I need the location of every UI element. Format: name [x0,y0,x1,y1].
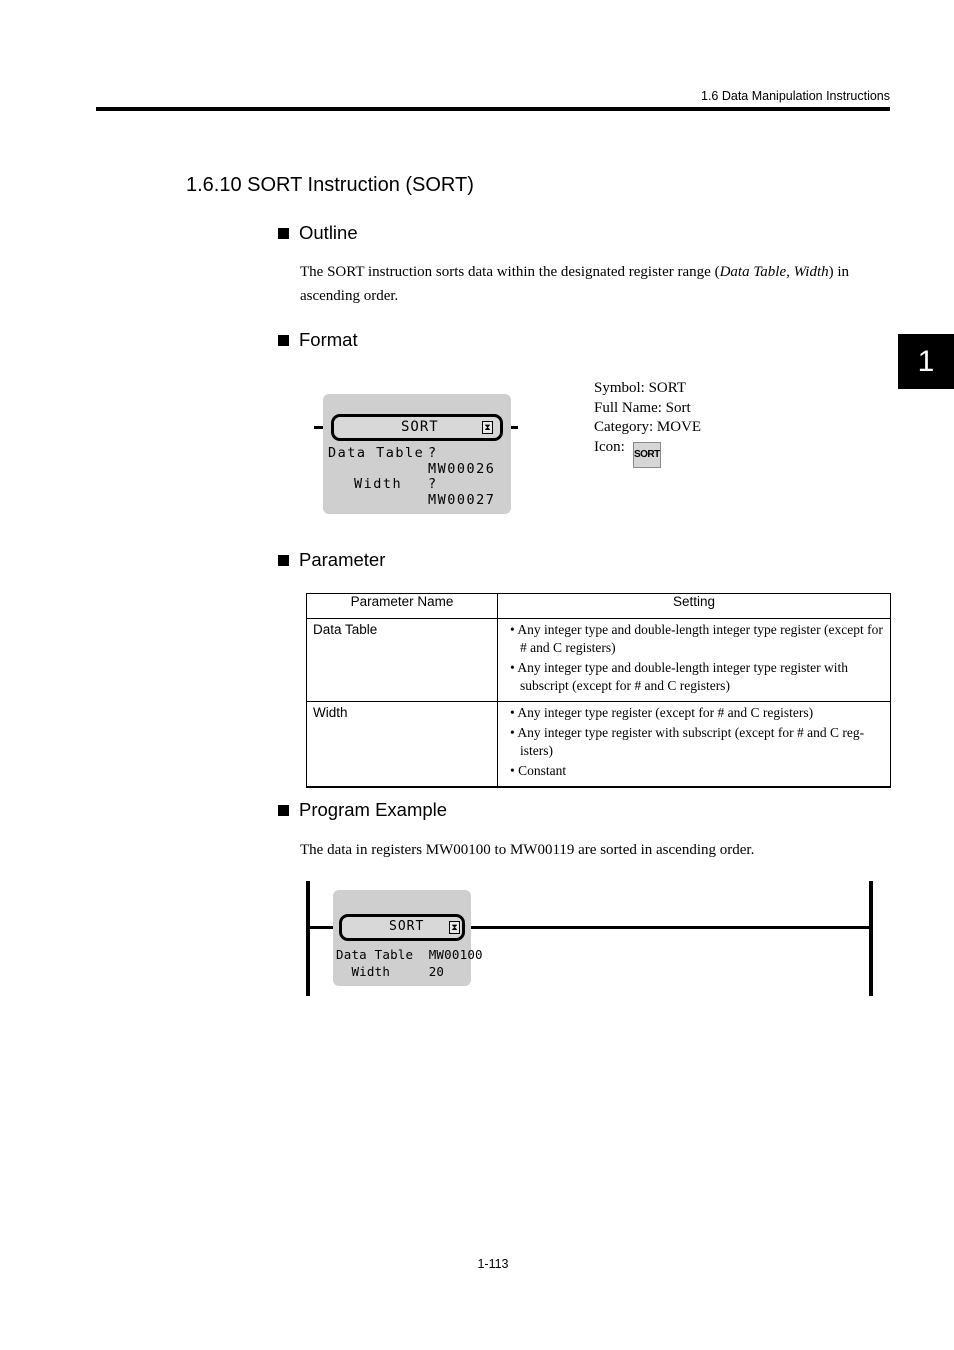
format-heading-text: Format [299,329,358,350]
header-rule [96,107,890,111]
full-name-line: Full Name: Sort [594,399,691,416]
program-example-heading [278,799,447,821]
setting-item: • Any integer type register with subscript (except for # and C reg- isters) [510,725,865,758]
parameter-heading [278,549,385,571]
example-width-row: Width 20 [336,964,445,979]
parameter-name-cell: Width [307,702,498,788]
format-heading [278,329,358,351]
data-table-label: Data Table [328,445,425,461]
width-value: ? [428,476,438,492]
data-table-value: ? [428,445,438,461]
right-power-rail [869,881,873,996]
sort-icon: SORT [633,442,661,468]
example-input-wire [308,926,334,929]
square-bullet-icon [278,555,289,566]
sort-instruction-block [323,394,511,514]
example-data-table-row: Data Table MW00100 [336,947,483,962]
example-sort-block [333,890,483,986]
width-label: Width [354,476,403,492]
table-row [307,619,891,702]
table-row [307,702,891,788]
parameter-name-cell: Data Table [307,619,498,702]
outline-heading-text: Outline [299,222,358,243]
page-number: 1-113 [477,1257,509,1271]
hourglass-icon: ⧗ [482,421,493,434]
setting-item: • Any integer type register (except for # and C registers) [510,705,814,720]
symbol-line: Symbol: SORT [594,380,687,396]
square-bullet-icon [278,335,289,346]
data-table-register: MW00026 [428,461,496,477]
setting-item: • Any integer type and double-length integer type register with subscript (except for # and C registers) [510,660,849,693]
chapter-tab: 1 [898,334,954,389]
parameter-heading-text: Parameter [299,549,386,570]
instruction-title: SORT [401,419,439,435]
setting-cell [498,702,891,788]
outline-text-part1: The SORT instruction sorts data within the designated register range ( [300,264,720,280]
category-line: Category: MOVE [594,419,702,435]
icon-line [594,438,701,468]
example-instruction-title: SORT [389,919,425,934]
width-register: MW00027 [428,492,496,508]
running-header: 1.6 Data Manipulation Instructions [701,89,890,103]
outline-heading [278,222,358,244]
outline-text-italic: Data Table, Width [719,264,829,280]
square-bullet-icon [278,805,289,816]
example-output-wire [468,926,870,929]
column-header: Setting [498,594,891,619]
square-bullet-icon [278,228,289,239]
symbol-info [594,379,701,468]
outline-paragraph [300,260,892,308]
setting-item: • Any integer type and double-length integer type register (except for # and C registers) [510,622,883,655]
left-power-rail [306,881,310,996]
setting-cell [498,619,891,702]
setting-item: • Constant [510,763,567,778]
outline-text-part2: ) in ascending order. [300,264,850,304]
section-title: 1.6.10 SORT Instruction (SORT) [186,174,474,196]
hourglass-icon: ⧗ [449,921,460,934]
parameter-table [306,593,891,788]
icon-label: Icon: [594,438,625,455]
column-header: Parameter Name [307,594,498,619]
program-example-paragraph: The data in registers MW00100 to MW00119 are sorted in ascending order. [300,842,755,858]
program-example-heading-text: Program Example [299,799,448,820]
table-header-row [307,594,891,619]
